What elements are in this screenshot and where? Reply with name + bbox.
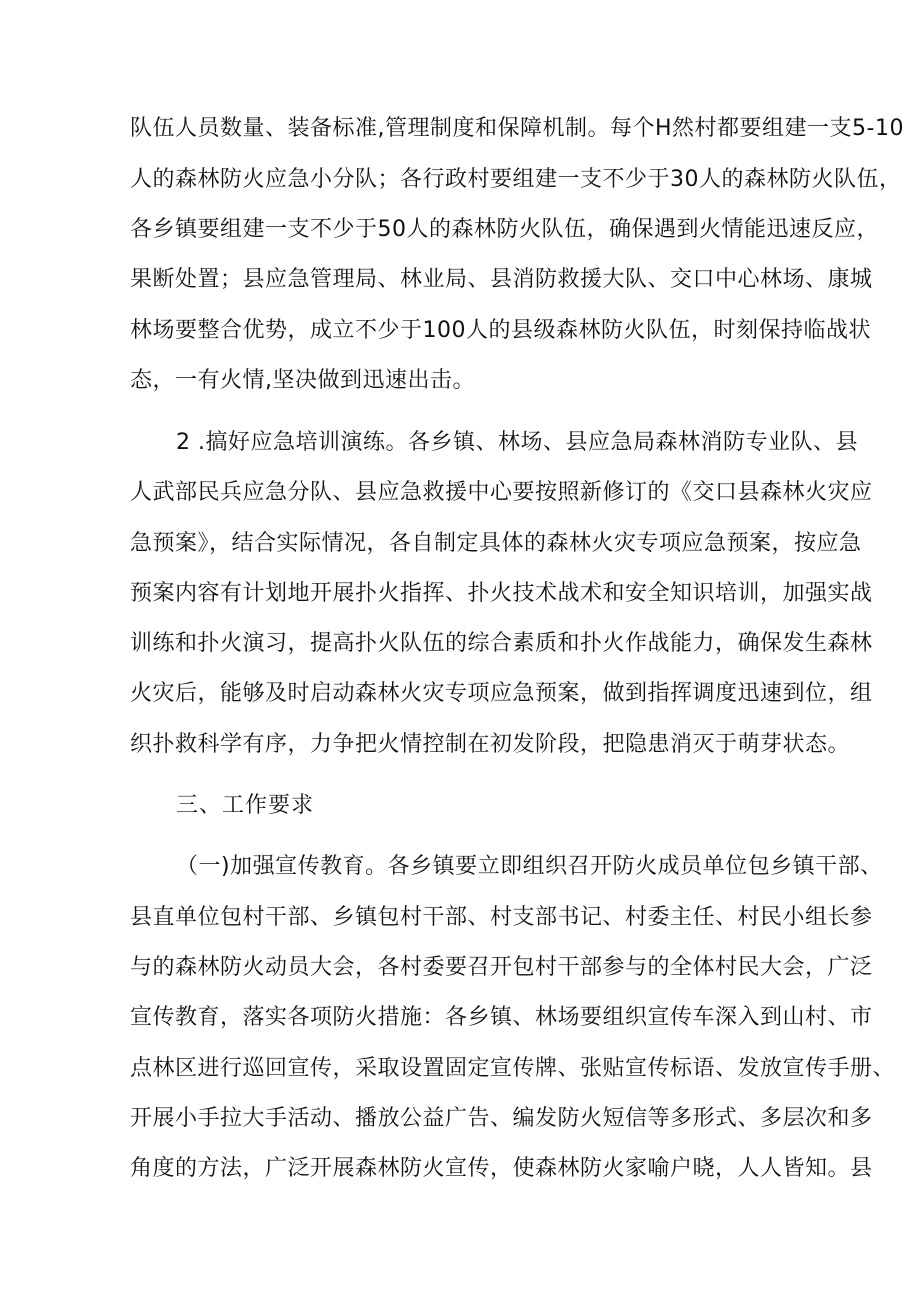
paragraph-1-line-2: 人的森林防火应急小分队；各行政村要组建一支不少于30人的森林防火队伍，	[130, 167, 902, 192]
section-heading: 三、工作要求	[176, 793, 315, 818]
paragraph-3-line-6: 开展小手拉大手活动、播放公益广告、编发防火短信等多形式、多层次和多	[130, 1106, 873, 1131]
paragraph-1-line-4: 果断处置；县应急管理局、林业局、县消防救援大队、交口中心林场、康城	[130, 267, 873, 292]
paragraph-1-line-1: 队伍人员数量、装备标准,管理制度和保障机制。每个H然村都要组建一支5-10	[130, 116, 904, 141]
paragraph-2-line-3: 急预案》，结合实际情况，各自制定具体的森林火灾专项应急预案，按应急	[130, 531, 862, 556]
paragraph-3-line-5: 点林区进行巡回宣传，采取设置固定宣传牌、张贴宣传标语、发放宣传手册、	[130, 1056, 896, 1081]
paragraph-2-line-7: 织扑救科学有序，力争把火情控制在初发阶段，把隐患消灭于萌芽状态。	[130, 732, 851, 757]
paragraph-3-line-3: 与的森林防火动员大会，各村委要召开包村干部参与的全体村民大会，广泛	[130, 955, 873, 980]
paragraph-2-line-6: 火灾后，能够及时启动森林火灾专项应急预案，做到指挥调度迅速到位，组	[130, 681, 873, 706]
paragraph-1-line-6: 态，一有火情,坚决做到迅速出击。	[130, 368, 475, 393]
paragraph-3-line-7: 角度的方法，广泛开展森林防火宣传，使森林防火家喻户晓，人人皆知。县	[130, 1156, 873, 1181]
paragraph-2-line-5: 训练和扑火演习，提高扑火队伍的综合素质和扑火作战能力，确保发生森林	[130, 631, 873, 656]
paragraph-2-line-4: 预案内容有计划地开展扑火指挥、扑火技术战术和安全知识培训，加强实战	[130, 581, 873, 606]
paragraph-1-line-3: 各乡镇要组建一支不少于50人的森林防火队伍，确保遇到火情能迅速反应，	[130, 217, 879, 242]
paragraph-3-line-4: 宣传教育，落实各项防火措施：各乡镇、林场要组织宣传车深入到山村、市	[130, 1005, 873, 1030]
paragraph-3-line-1: （一)加强宣传教育。各乡镇要立即组织召开防火成员单位包乡镇干部、	[176, 854, 883, 879]
paragraph-2-line-2: 人武部民兵应急分队、县应急救援中心要按照新修订的《交口县森林火灾应	[130, 480, 873, 505]
paragraph-1-line-5: 林场要整合优势，成立不少于100人的县级森林防火队伍，时刻保持临战状	[130, 318, 871, 343]
paragraph-3-line-2: 县直单位包村干部、乡镇包村干部、村支部书记、村委主任、村民小组长参	[130, 905, 873, 930]
paragraph-2-line-1: 2 .搞好应急培训演练。各乡镇、林场、县应急局森林消防专业队、县	[176, 430, 858, 455]
